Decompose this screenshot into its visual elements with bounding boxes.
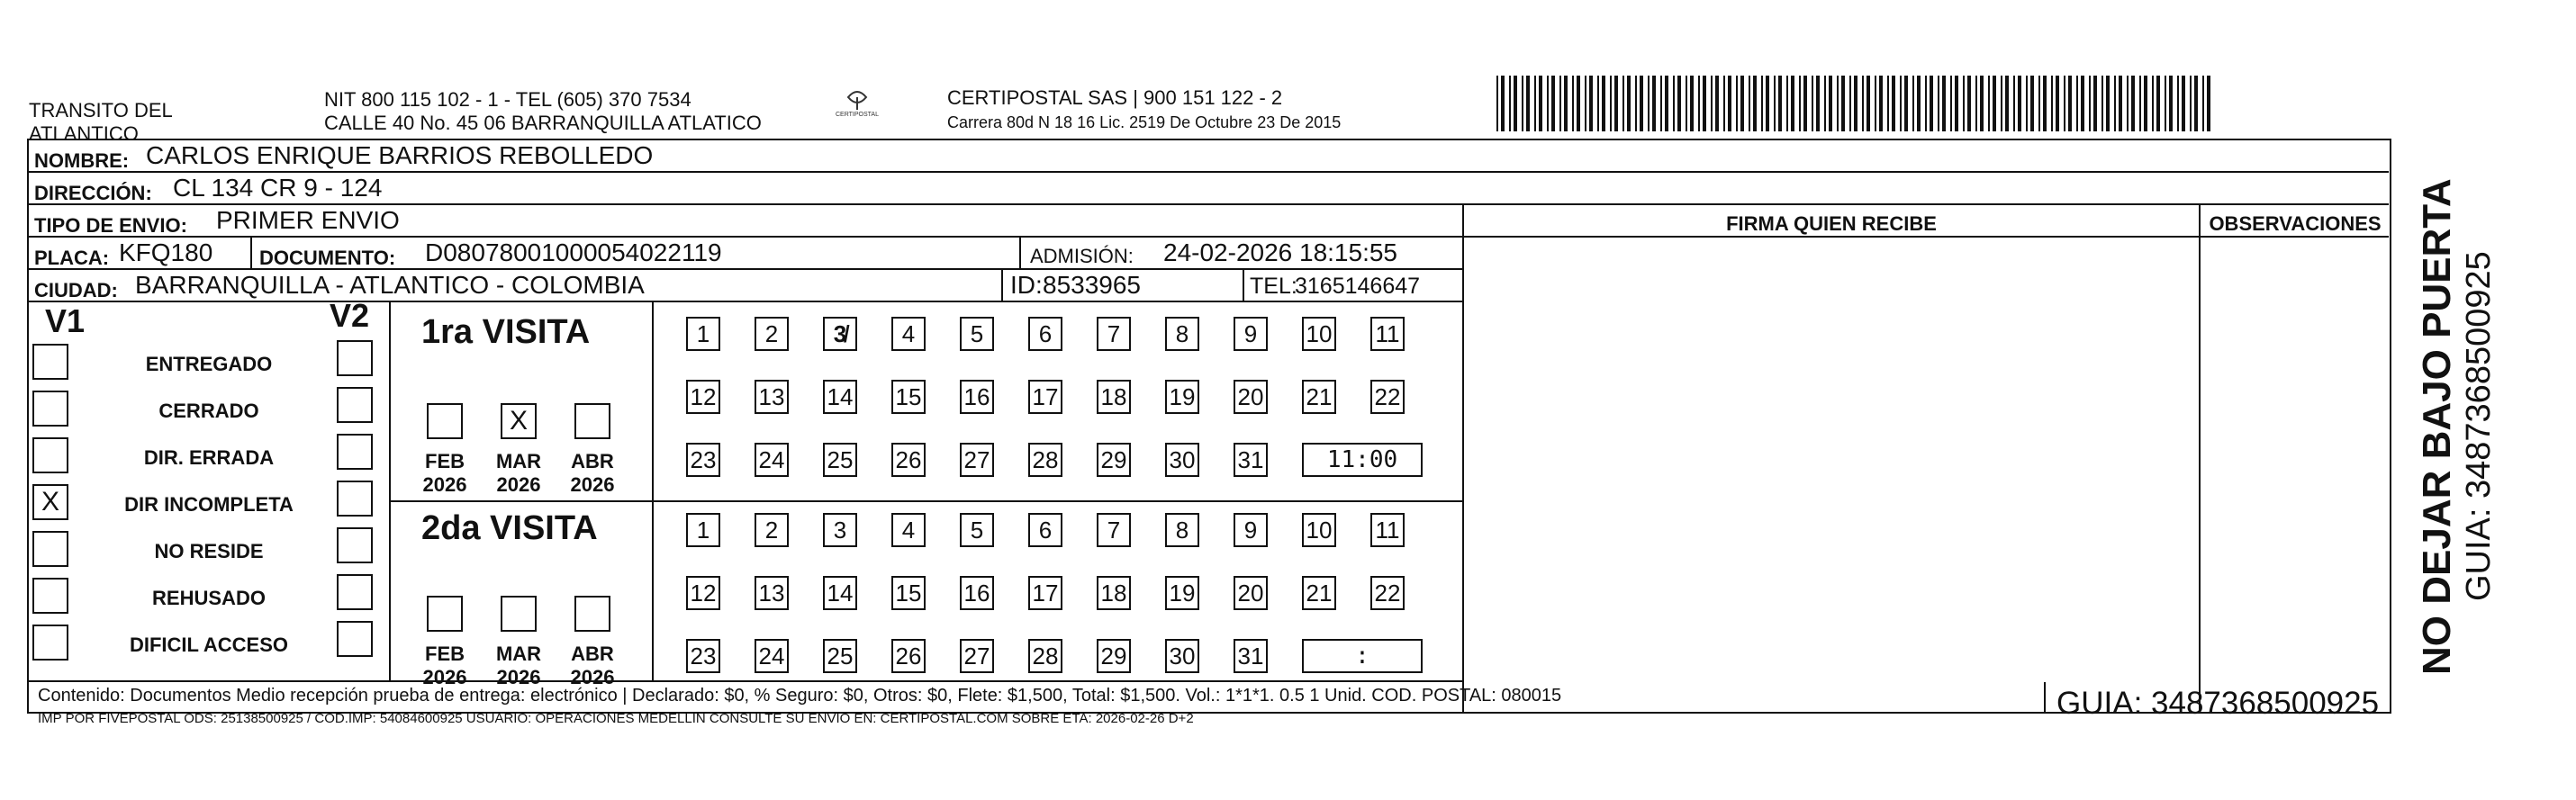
footer-imp: IMP POR FIVEPOSTAL ODS: 25138500925 / COD.IMP: 54084600925 USUARIO: OPERACIONES MEDELLIN CONSULTE SU ENVIO EN: CERTIPOSTAL.COM SOBRE ETA: 2026-02-26 D+2	[38, 711, 1194, 726]
barcode-bar	[1715, 76, 1719, 131]
barcode-bar	[1514, 76, 1517, 131]
day-box[interactable]: 4	[891, 513, 926, 547]
barcode-bar	[2038, 76, 2040, 131]
barcode-bar	[1774, 76, 1776, 131]
barcode-bar	[1547, 76, 1549, 131]
barcode-bar	[1711, 76, 1713, 131]
barcode-bar	[1496, 76, 1498, 131]
barcode-bar	[1854, 76, 1857, 131]
day-box[interactable]: 6	[1028, 317, 1062, 351]
footer-guia: GUIA: 3487368500925	[2056, 686, 2380, 721]
barcode-bar	[1900, 76, 1902, 131]
company-name: TRANSITO DEL ATLANTICO	[29, 99, 173, 145]
barcode-bar	[2106, 76, 2110, 131]
barcode-bar	[2030, 76, 2034, 131]
barcode-bar	[1766, 76, 1769, 131]
barcode-bar	[1509, 76, 1511, 131]
day-box[interactable]: 15	[891, 576, 926, 610]
v2-checkbox[interactable]	[337, 621, 373, 657]
barcode-bar	[2101, 76, 2103, 131]
barcode-bar	[1950, 76, 1952, 131]
form-frame	[27, 139, 2391, 726]
barcode-bar	[1559, 76, 1561, 131]
barcode-bar	[1627, 76, 1631, 131]
barcode-bar	[1879, 76, 1883, 131]
courier-line: CERTIPOSTAL SAS | 900 151 122 - 2	[947, 86, 1283, 109]
barcode-bar	[2139, 76, 2141, 131]
barcode-bar	[1597, 76, 1599, 131]
barcode-bar	[1585, 76, 1586, 131]
row-placa: PLACA: KFQ180 DOCUMENTO: D08078001000054022119 ADMISIÓN: 24-02-2026 18:15:55	[29, 238, 1462, 270]
barcode-bar	[2152, 76, 2154, 131]
barcode-bar	[2169, 76, 2173, 131]
month-checkbox[interactable]: X	[501, 403, 537, 439]
barcode	[1496, 76, 2217, 131]
day-box[interactable]: 28	[1028, 443, 1062, 477]
barcode-bar	[1577, 76, 1580, 131]
month-label: FEB 2026	[422, 643, 467, 688]
day-box[interactable]: 23	[686, 639, 720, 673]
day-box[interactable]: 5	[960, 513, 994, 547]
second-visit-title: 2da VISITA	[421, 509, 598, 547]
day-box[interactable]: 20	[1234, 380, 1268, 414]
day-box[interactable]: 21	[1302, 380, 1336, 414]
barcode-bar	[2051, 76, 2053, 131]
address-line: CALLE 40 No. 45 06 BARRANQUILLA ATLATICO	[324, 112, 762, 134]
barcode-bar	[2005, 76, 2009, 131]
v1-checkbox[interactable]	[32, 391, 68, 427]
barcode-bar	[1690, 76, 1694, 131]
day-box[interactable]: 14	[823, 380, 857, 414]
barcode-bar	[1698, 76, 1700, 131]
v2-checkbox[interactable]	[337, 574, 373, 610]
barcode-bar	[2119, 76, 2122, 131]
day-box[interactable]: 27	[960, 443, 994, 477]
barcode-bar	[1665, 76, 1668, 131]
observaciones-header: OBSERVACIONES	[2209, 212, 2382, 235]
day-box[interactable]: 29	[1097, 443, 1131, 477]
barcode-bar	[1963, 76, 1965, 131]
barcode-bar	[1892, 76, 1895, 131]
v2-checkbox[interactable]	[337, 527, 373, 563]
status-label: DIFICIL ACCESO	[129, 634, 288, 656]
day-box[interactable]: 11	[1370, 317, 1405, 351]
first-visit-title: 1ra VISITA	[421, 313, 591, 351]
day-box[interactable]: 31	[1234, 443, 1268, 477]
day-box[interactable]: 20	[1234, 576, 1268, 610]
barcode-bar	[1967, 76, 1971, 131]
barcode-bar	[1786, 76, 1788, 131]
barcode-bar	[2114, 76, 2116, 131]
barcode-bar	[1660, 76, 1662, 131]
month-label: FEB 2026	[422, 450, 467, 496]
month-checkbox[interactable]	[574, 403, 610, 439]
day-box[interactable]: 28	[1028, 639, 1062, 673]
barcode-bar	[1534, 76, 1536, 131]
month-checkbox[interactable]	[427, 596, 463, 632]
placa-value: KFQ180	[119, 238, 213, 266]
day-box[interactable]: 30	[1165, 639, 1199, 673]
day-box[interactable]: 7	[1097, 317, 1131, 351]
barcode-bar	[1862, 76, 1864, 131]
barcode-bar	[2026, 76, 2028, 131]
month-checkbox[interactable]	[427, 403, 463, 439]
footer-contenido: Contenido: Documentos Medio recepción prueba de entrega: electrónico | Declarado: $0, % Seguro: $0, Otros: $0, Flete: $1,500, Total: $1,500. Vol.: 1*1*1. 0.5 1 Unid. COD. POSTAL: 080015	[38, 686, 1562, 706]
barcode-bar	[1761, 76, 1763, 131]
v2-checkbox[interactable]	[337, 340, 373, 376]
day-box[interactable]: 1	[686, 317, 720, 351]
day-box[interactable]: 10	[1302, 317, 1336, 351]
day-box[interactable]: 23	[686, 443, 720, 477]
barcode-bar	[1829, 76, 1832, 131]
day-box[interactable]: 25	[823, 443, 857, 477]
tipo-value: PRIMER ENVIO	[216, 206, 400, 234]
status-label: DIR INCOMPLETA	[124, 493, 294, 516]
barcode-bar	[1635, 76, 1637, 131]
barcode-bar	[1614, 76, 1618, 131]
observaciones-area[interactable]	[2202, 238, 2388, 706]
barcode-bar	[2013, 76, 2015, 131]
barcode-bar	[2064, 76, 2065, 131]
day-box[interactable]: 2	[755, 317, 789, 351]
day-box[interactable]: 30	[1165, 443, 1199, 477]
month-label: MAR 2026	[495, 450, 542, 496]
month-checkbox[interactable]	[501, 596, 537, 632]
v2-checkbox[interactable]	[337, 434, 373, 470]
day-box[interactable]: 16	[960, 576, 994, 610]
visit-time-field[interactable]: :	[1302, 639, 1423, 673]
v2-checkbox[interactable]	[337, 481, 373, 517]
barcode-bar	[1824, 76, 1826, 131]
month-label: MAR 2026	[495, 643, 542, 688]
barcode-bar	[2076, 76, 2078, 131]
barcode-bar	[1988, 76, 1990, 131]
day-box[interactable]: 26	[891, 443, 926, 477]
barcode-bar	[1955, 76, 1958, 131]
barcode-bar	[1673, 76, 1675, 131]
barcode-bar	[1942, 76, 1946, 131]
direccion-value: CL 134 CR 9 - 124	[173, 174, 383, 202]
day-box[interactable]: 22	[1370, 576, 1405, 610]
status-label: ENTREGADO	[145, 353, 273, 375]
day-box[interactable]: 5	[960, 317, 994, 351]
barcode-bar	[1572, 76, 1574, 131]
barcode-bar	[1849, 76, 1851, 131]
tel-value: 3165146647	[1295, 274, 1421, 299]
day-box[interactable]: 9	[1234, 513, 1268, 547]
barcode-bar	[1975, 76, 1977, 131]
day-box[interactable]: 4	[891, 317, 926, 351]
status-label: NO RESIDE	[154, 540, 264, 562]
barcode-bar	[1686, 76, 1687, 131]
barcode-bar	[1610, 76, 1612, 131]
v2-label: V2	[330, 297, 370, 334]
barcode-bar	[2190, 76, 2192, 131]
day-box[interactable]: 18	[1097, 576, 1131, 610]
month-label: ABR 2026	[570, 643, 615, 688]
barcode-bar	[2131, 76, 2135, 131]
barcode-bar	[2081, 76, 2084, 131]
barcode-bar	[1812, 76, 1813, 131]
day-box[interactable]: 22	[1370, 380, 1405, 414]
barcode-bar	[1648, 76, 1650, 131]
barcode-bar	[2018, 76, 2021, 131]
day-box[interactable]: 31	[1234, 639, 1268, 673]
barcode-bar	[1925, 76, 1927, 131]
day-box[interactable]: 9	[1234, 317, 1268, 351]
firma-area[interactable]	[1466, 238, 2197, 706]
day-box[interactable]: 7	[1097, 513, 1131, 547]
barcode-bar	[2043, 76, 2047, 131]
ciudad-value: BARRANQUILLA - ATLANTICO - COLOMBIA	[135, 271, 645, 299]
nombre-value: CARLOS ENRIQUE BARRIOS REBOLLEDO	[146, 141, 654, 169]
row-direccion: DIRECCIÓN: CL 134 CR 9 - 124	[29, 173, 2389, 205]
barcode-bar	[1837, 76, 1839, 131]
barcode-bar	[2194, 76, 2198, 131]
barcode-bar	[2001, 76, 2002, 131]
barcode-bar	[2156, 76, 2160, 131]
day-box[interactable]: 25	[823, 639, 857, 673]
barcode-bar	[1938, 76, 1939, 131]
day-box[interactable]: 15	[891, 380, 926, 414]
barcode-bar	[1799, 76, 1801, 131]
v1-checkbox[interactable]	[32, 437, 68, 473]
day-box[interactable]: 8	[1165, 513, 1199, 547]
day-box[interactable]: 10	[1302, 513, 1336, 547]
status-label: DIR. ERRADA	[143, 446, 275, 469]
v1-checkbox[interactable]	[32, 625, 68, 661]
nit-line: NIT 800 115 102 - 1 - TEL (605) 370 7534	[324, 88, 691, 111]
barcode-bar	[1522, 76, 1523, 131]
barcode-bar	[2182, 76, 2185, 131]
day-box[interactable]: 24	[755, 443, 789, 477]
logo-icon	[844, 88, 871, 112]
day-box[interactable]: 19	[1165, 380, 1199, 414]
side-guia: GUIA: 3487368500925	[2460, 251, 2498, 601]
day-box[interactable]: 18	[1097, 380, 1131, 414]
barcode-bar	[1740, 76, 1744, 131]
day-box[interactable]: 11	[1370, 513, 1405, 547]
day-box[interactable]: 17	[1028, 380, 1062, 414]
barcode-bar	[1912, 76, 1914, 131]
day-box[interactable]: 29	[1097, 639, 1131, 673]
barcode-bar	[1564, 76, 1568, 131]
barcode-bar	[2127, 76, 2129, 131]
barcode-bar	[1677, 76, 1681, 131]
id-value: 8533965	[1043, 271, 1142, 299]
day-box[interactable]: 8	[1165, 317, 1199, 351]
status-label: REHUSADO	[152, 587, 266, 609]
license-line: Carrera 80d N 18 16 Lic. 2519 De Octubre 23 De 2015	[947, 113, 1342, 131]
barcode-bar	[1980, 76, 1984, 131]
barcode-bar	[1728, 76, 1731, 131]
day-box[interactable]: 13	[755, 576, 789, 610]
barcode-bar	[1723, 76, 1725, 131]
barcode-bar	[1778, 76, 1782, 131]
barcode-bar	[1736, 76, 1738, 131]
day-box[interactable]: 24	[755, 639, 789, 673]
barcode-bar	[1749, 76, 1750, 131]
day-box[interactable]: 13	[755, 380, 789, 414]
day-box[interactable]: 3	[823, 513, 857, 547]
firma-header: FIRMA QUIEN RECIBE	[1726, 212, 1937, 235]
no-dejar-warning: NO DEJAR BAJO PUERTA	[2415, 178, 2459, 675]
day-box[interactable]: 17	[1028, 576, 1062, 610]
barcode-bar	[2144, 76, 2147, 131]
day-box[interactable]: 6	[1028, 513, 1062, 547]
barcode-bar	[2202, 76, 2204, 131]
month-label: ABR 2026	[570, 450, 615, 496]
day-box[interactable]: 12	[686, 380, 720, 414]
barcode-bar	[1652, 76, 1656, 131]
day-box[interactable]: 16	[960, 380, 994, 414]
day-box[interactable]: 21	[1302, 576, 1336, 610]
barcode-bar	[1640, 76, 1643, 131]
day-box[interactable]: 12	[686, 576, 720, 610]
row-nombre: NOMBRE: CARLOS ENRIQUE BARRIOS REBOLLEDO	[29, 140, 2389, 173]
barcode-bar	[1501, 76, 1505, 131]
barcode-bar	[2207, 76, 2210, 131]
day-box[interactable]: 3̸	[823, 317, 857, 351]
barcode-bar	[1791, 76, 1794, 131]
row-tipo: TIPO DE ENVIO: PRIMER ENVIO	[29, 205, 1462, 238]
v2-checkbox[interactable]	[337, 387, 373, 423]
barcode-bar	[1539, 76, 1542, 131]
v1-checkbox[interactable]	[32, 578, 68, 614]
barcode-bar	[1993, 76, 1996, 131]
barcode-bar	[1589, 76, 1593, 131]
day-box[interactable]: 27	[960, 639, 994, 673]
barcode-bar	[1803, 76, 1807, 131]
barcode-bar	[2177, 76, 2179, 131]
v1-checkbox[interactable]: X	[32, 484, 68, 520]
barcode-bar	[2165, 76, 2166, 131]
barcode-bar	[1526, 76, 1530, 131]
month-checkbox[interactable]	[574, 596, 610, 632]
barcode-bar	[1841, 76, 1845, 131]
barcode-bar	[1622, 76, 1624, 131]
v1-checkbox[interactable]	[32, 531, 68, 567]
barcode-bar	[1703, 76, 1706, 131]
day-box[interactable]: 19	[1165, 576, 1199, 610]
barcode-bar	[1753, 76, 1757, 131]
visit-time-field[interactable]: 11:00	[1302, 443, 1423, 477]
row-ciudad: CIUDAD: BARRANQUILLA - ATLANTICO - COLOMBIA ID: 8533965 TEL: 3165146647	[29, 270, 1462, 302]
barcode-bar	[1875, 76, 1876, 131]
barcode-bar	[1866, 76, 1870, 131]
barcode-bar	[1930, 76, 1933, 131]
barcode-bar	[1551, 76, 1555, 131]
day-box[interactable]: 1	[686, 513, 720, 547]
barcode-bar	[2093, 76, 2097, 131]
barcode-bar	[2068, 76, 2072, 131]
day-box[interactable]: 14	[823, 576, 857, 610]
certipostal-logo: CERTIPOSTAL	[828, 88, 886, 133]
day-box[interactable]: 2	[755, 513, 789, 547]
day-box[interactable]: 26	[891, 639, 926, 673]
v1-label: V1	[45, 302, 86, 339]
barcode-bar	[1904, 76, 1908, 131]
barcode-bar	[1917, 76, 1921, 131]
admision-value: 24-02-2026 18:15:55	[1163, 238, 1397, 266]
barcode-bar	[2089, 76, 2091, 131]
barcode-bar	[1602, 76, 1605, 131]
v1-checkbox[interactable]	[32, 344, 68, 380]
documento-value: D08078001000054022119	[425, 238, 722, 266]
status-label: CERRADO	[158, 400, 259, 422]
barcode-bar	[1887, 76, 1889, 131]
barcode-bar	[1816, 76, 1820, 131]
barcode-bar	[2056, 76, 2059, 131]
